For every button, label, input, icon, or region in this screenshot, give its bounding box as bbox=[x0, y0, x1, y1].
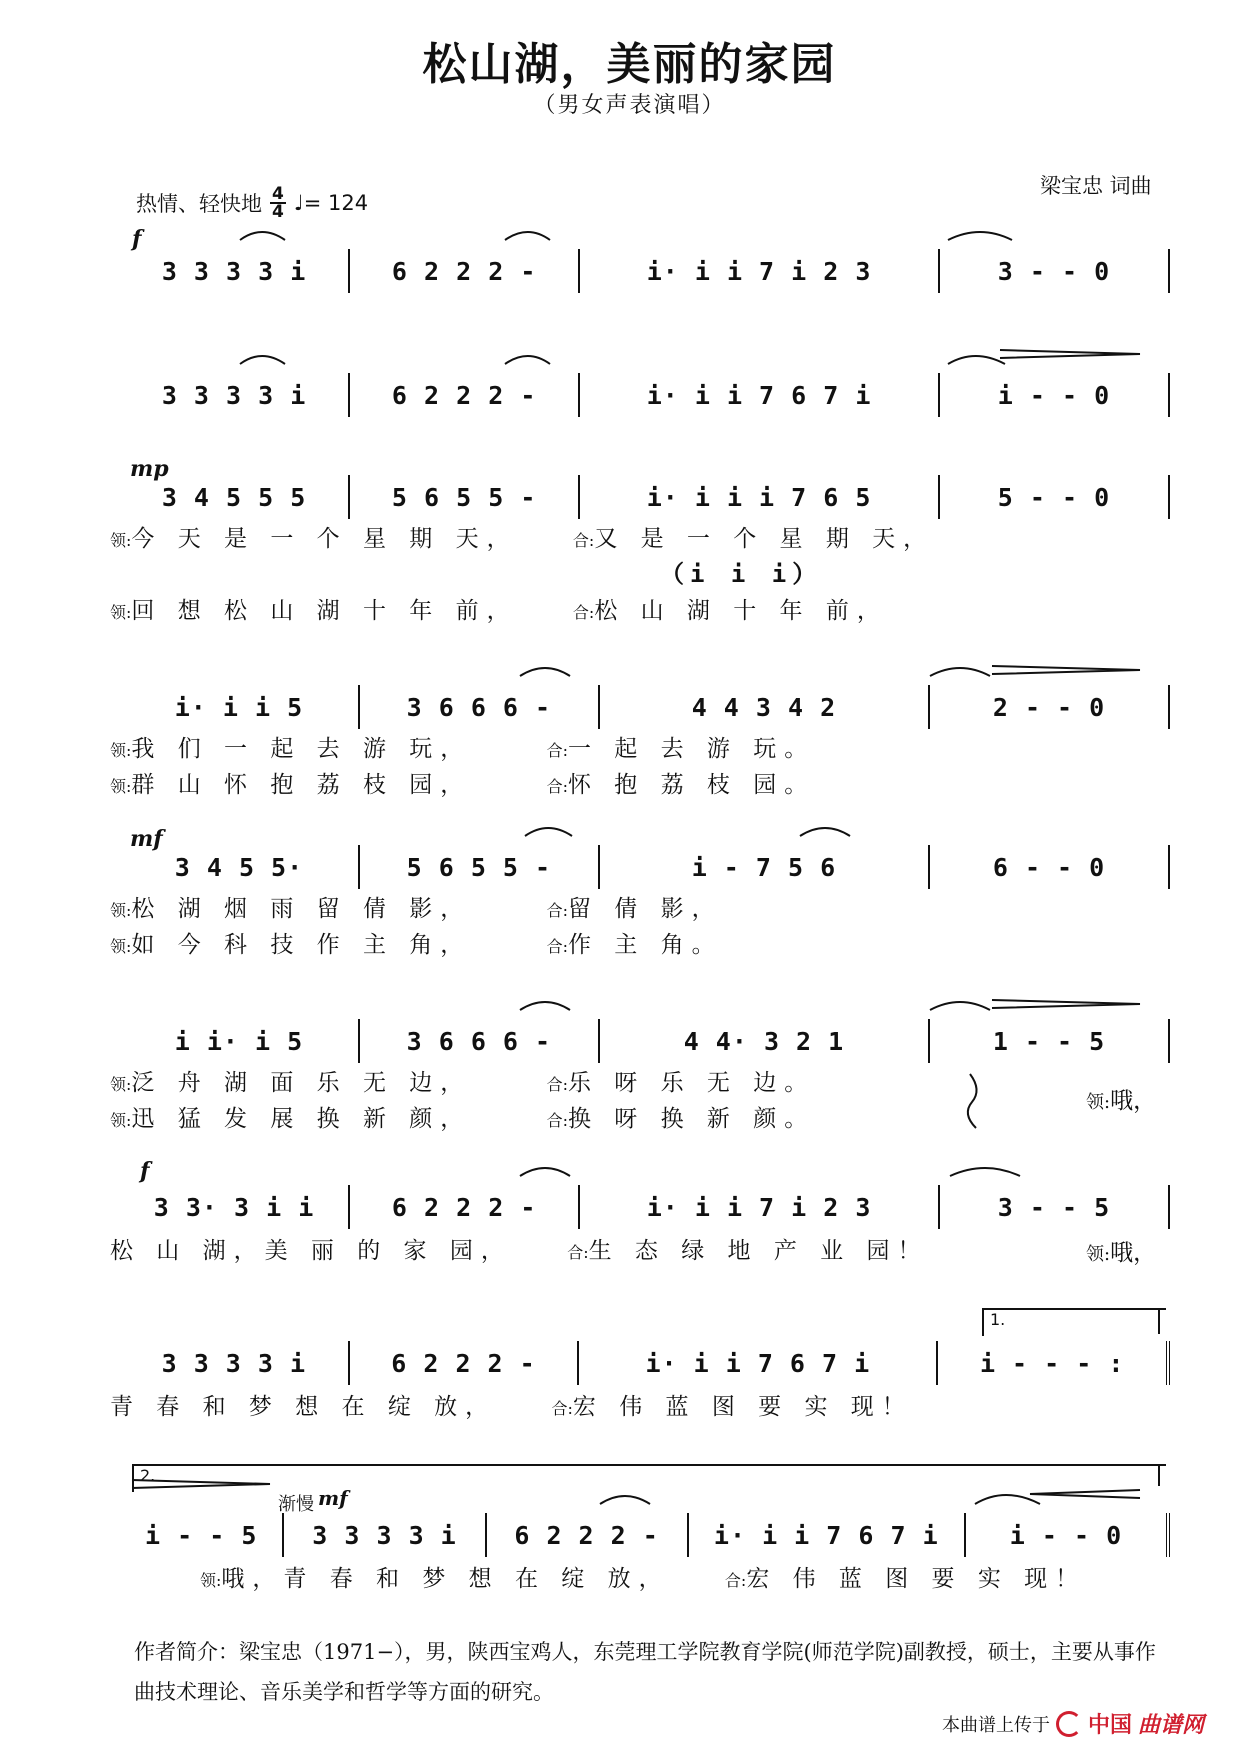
composer-credit: 梁宝忠 词曲 bbox=[1040, 174, 1152, 198]
time-signature bbox=[270, 186, 286, 220]
measure: i· i i 7 6 7 i bbox=[580, 373, 940, 417]
lyric-line: 领:泛 舟 湖 面 乐 无 边， 合:乐 呀 乐 无 边。 bbox=[110, 1070, 816, 1096]
measure: i· i i i 7 6 5 bbox=[580, 475, 940, 519]
volta-2-end bbox=[1158, 1464, 1160, 1486]
measure: 5 6 5 5 - bbox=[360, 845, 600, 889]
measure: 3 3 3 3 i bbox=[120, 249, 350, 293]
measure: 3 4 5 5· bbox=[120, 845, 360, 889]
measure: 3 3· 3 i i bbox=[120, 1185, 350, 1229]
measure: i· i i 7 6 7 i bbox=[689, 1513, 966, 1557]
time-signature-bottom: 4 bbox=[272, 202, 284, 222]
measure: 1 - - 5 bbox=[930, 1019, 1170, 1063]
measure: 6 2 2 2 - bbox=[350, 249, 580, 293]
lead-interjection: 领:哦， bbox=[1086, 1088, 1157, 1114]
measure: i· i i 7 6 7 i bbox=[579, 1341, 938, 1385]
lyric-line: 领:哦，青 春 和 梦 想 在 绽 放， 合:宏 伟 蓝 图 要 实 现！ bbox=[200, 1566, 1087, 1592]
dynamic-mf-2: mf bbox=[318, 1486, 348, 1510]
measure: i - - 0 bbox=[940, 373, 1170, 417]
measure: i - - - : bbox=[938, 1341, 1170, 1385]
expression-text: 热情、轻快地 bbox=[136, 192, 262, 216]
tempo-marking bbox=[136, 186, 368, 220]
time-signature-top: 4 bbox=[272, 184, 284, 204]
dynamic-f-2: f bbox=[140, 1158, 150, 1184]
lyric-line: 领:今 天 是 一 个 星 期 天， 合:又 是 一 个 星 期 天， bbox=[110, 526, 935, 552]
footer-prefix: 本曲谱上传于 bbox=[942, 1714, 1050, 1736]
measure: i - - 0 bbox=[966, 1513, 1170, 1557]
measure: 3 3 3 3 i bbox=[120, 1341, 350, 1385]
lyric-line: 领:群 山 怀 抱 荔 枝 园， 合:怀 抱 荔 枝 园。 bbox=[110, 772, 816, 798]
measure: 3 - - 5 bbox=[940, 1185, 1170, 1229]
alternate-notes: （i i i） bbox=[660, 560, 823, 588]
measure: 3 6 6 6 - bbox=[360, 1019, 600, 1063]
measure: i i· i 5 bbox=[120, 1019, 360, 1063]
measure: i· i i 5 bbox=[120, 685, 360, 729]
lyric-line: 松 山 湖，美 丽 的 家 园， 合:生 态 绿 地 产 业 园！ bbox=[110, 1238, 929, 1264]
measure: 5 - - 0 bbox=[940, 475, 1170, 519]
site-logo-text-2[interactable]: 曲谱网 bbox=[1138, 1713, 1205, 1738]
page-subtitle: （男女声表演唱） bbox=[533, 93, 726, 118]
measure: i - 7 5 6 bbox=[600, 845, 930, 889]
lyric-line: 青 春 和 梦 想 在 绽 放， 合:宏 伟 蓝 图 要 实 现！ bbox=[110, 1394, 913, 1420]
metronome-mark: ♩= 124 bbox=[293, 191, 369, 215]
dynamic-mp: mp bbox=[130, 456, 169, 482]
measure: 6 2 2 2 - bbox=[350, 1341, 580, 1385]
measure: 3 3 3 3 i bbox=[120, 373, 350, 417]
lyric-line: 领:我 们 一 起 去 游 玩， 合:一 起 去 游 玩。 bbox=[110, 736, 816, 762]
volta-2: 2. bbox=[132, 1464, 1166, 1492]
dynamic-f-1: f bbox=[132, 226, 142, 252]
measure: 6 2 2 2 - bbox=[487, 1513, 689, 1557]
measure: 6 - - 0 bbox=[930, 845, 1170, 889]
ritardando-mark: 渐慢 bbox=[278, 1494, 314, 1515]
measure: 6 2 2 2 - bbox=[350, 373, 580, 417]
system-2 bbox=[120, 360, 1170, 430]
lyric-line: 领:回 想 松 山 湖 十 年 前， 合:松 山 湖 十 年 前， bbox=[110, 598, 888, 624]
measure: 3 3 3 3 i bbox=[284, 1513, 486, 1557]
measure: 4 4· 3 2 1 bbox=[600, 1019, 930, 1063]
site-logo-text[interactable]: 中国 bbox=[1088, 1713, 1133, 1738]
site-logo-icon bbox=[1056, 1711, 1082, 1737]
measure: 2 - - 0 bbox=[930, 685, 1170, 729]
lyric-line: 领:如 今 科 技 作 主 角， 合:作 主 角。 bbox=[110, 932, 723, 958]
measure: 3 6 6 6 - bbox=[360, 685, 600, 729]
author-bio: 作者简介：梁宝忠（1971−），男，陕西宝鸡人，东莞理工学院教育学院(师范学院)副教授，硕士，主要从事作曲技术理论、音乐美学和哲学等方面的研究。 bbox=[134, 1640, 1156, 1704]
measure: 6 2 2 2 - bbox=[350, 1185, 580, 1229]
measure: i· i i 7 i 2 3 bbox=[580, 249, 940, 293]
measure: i· i i 7 i 2 3 bbox=[580, 1185, 940, 1229]
measure: 5 6 5 5 - bbox=[350, 475, 580, 519]
measure: 3 4 5 5 5 bbox=[120, 475, 350, 519]
lead-interjection: 领:哦， bbox=[1086, 1240, 1157, 1266]
measure: 4 4 3 4 2 bbox=[600, 685, 930, 729]
dynamic-mf-1: mf bbox=[130, 826, 163, 852]
page-title: 松山湖，美丽的家园 bbox=[422, 39, 837, 90]
watermark-footer bbox=[942, 1708, 1204, 1739]
measure: i - - 5 bbox=[120, 1513, 284, 1557]
lyric-line: 领:迅 猛 发 展 换 新 颜， 合:换 呀 换 新 颜。 bbox=[110, 1106, 816, 1132]
measure: 3 - - 0 bbox=[940, 249, 1170, 293]
volta-1: 1. bbox=[982, 1308, 1166, 1336]
system-1 bbox=[120, 236, 1170, 306]
lyric-line: 领:松 湖 烟 雨 留 倩 影， 合:留 倩 影， bbox=[110, 896, 723, 922]
